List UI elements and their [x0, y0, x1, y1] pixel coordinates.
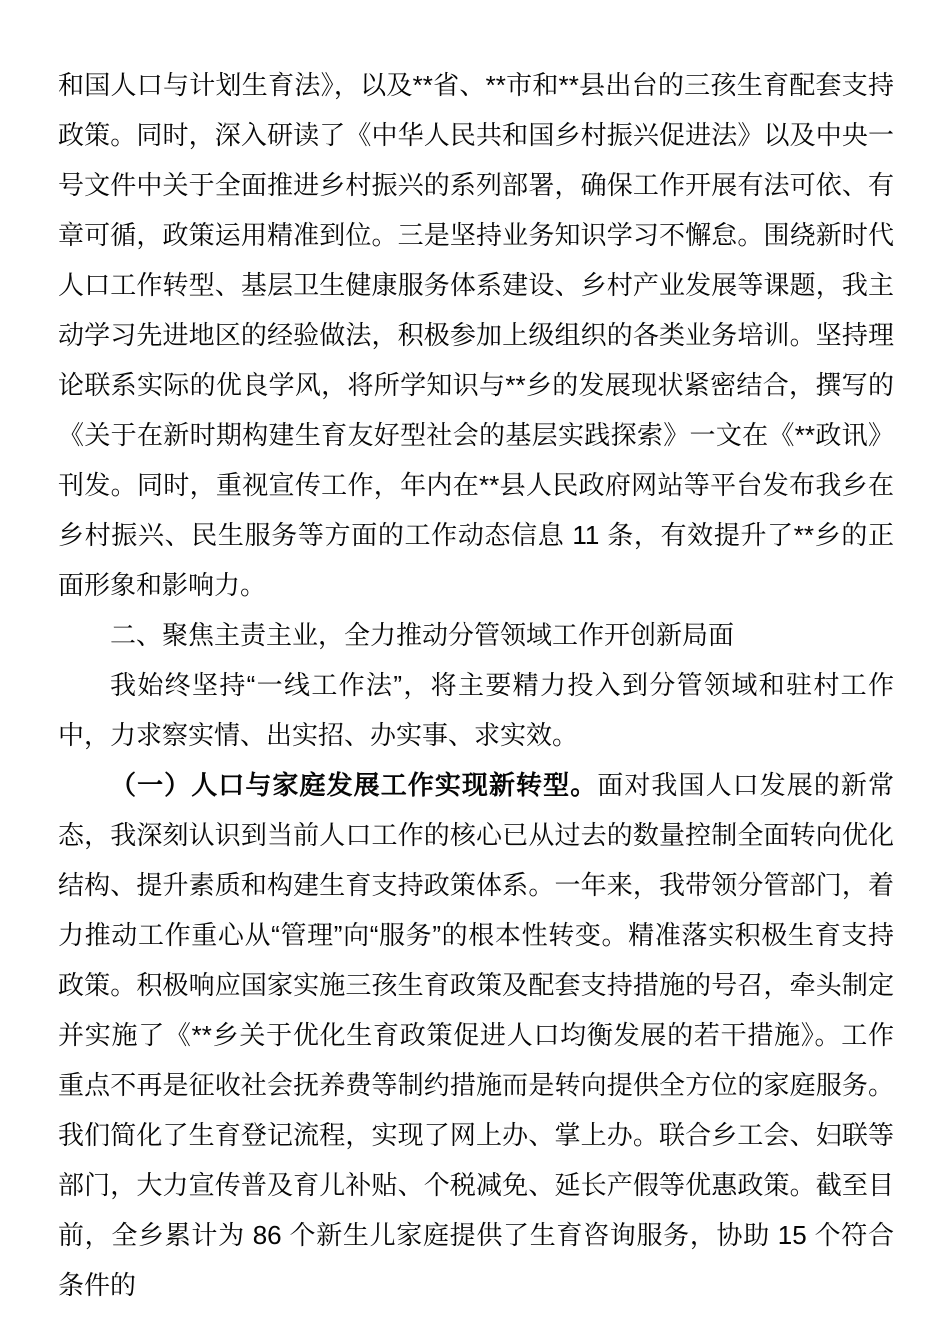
paragraph-continuation: 和国人口与计划生育法》，以及**省、**市和**县出台的三孩生育配套支持政策。同时，深入研读了《中华人民共和国乡村振兴促进法》以及中央一号文件中关于全面推进乡村振兴的系列部署，确保工作开展有法可依、有章可循，政策运用精准到位。三是坚持业务知识学习不懈怠。围绕新时代人口工作转型、基层卫生健康服务体系建设、乡村产业发展等课题，我主动学习先进地区的经验做法，积极参加上级组织的各类业务培训。坚持理论联系实际的优良学风，将所学知识与**乡的发展现状紧密结合，撰写的《关于在新时期构建生育友好型社会的基层实践探索》一文在《**政讯》刊发。同时，重视宣传工作，年内在**县人民政府网站等平台发布我乡在乡村振兴、民生服务等方面的工作动态信息 11 条，有效提升了**乡的正面形象和影响力。	[58, 70, 894, 600]
paragraph: 我始终坚持“一线工作法”，将主要精力投入到分管领域和驻村工作中，力求察实情、出实招、办实事、求实效。	[58, 670, 894, 750]
subsection-lead: （一）人口与家庭发展工作实现新转型。	[110, 770, 598, 800]
paragraph-text: 面对我国人口发展的新常态，我深刻认识到当前人口工作的核心已从过去的数量控制全面转向优化结构、提升素质和构建生育支持政策体系。一年来，我带领分管部门，着力推动工作重心从“管理”向“服务”的根本性转变。精准落实积极生育支持政策。积极响应国家实施三孩生育政策及配套支持措施的号召，牵头制定并实施了《**乡关于优化生育政策促进人口均衡发展的若干措施》。工作重点不再是征收社会抚养费等制约措施而是转向提供全方位的家庭服务。我们简化了生育登记流程，实现了网上办、掌上办。联合乡工会、妇联等部门，大力宣传普及育儿补贴、个税减免、延长产假等优惠政策。截至目前，全乡累计为 86 个新生儿家庭提供了生育咨询服务，协助 15 个符合条件的	[58, 770, 894, 1300]
section-heading: 二、聚焦主责主业，全力推动分管领域工作开创新局面	[110, 620, 735, 650]
paragraph-with-lead	[58, 760, 894, 1310]
